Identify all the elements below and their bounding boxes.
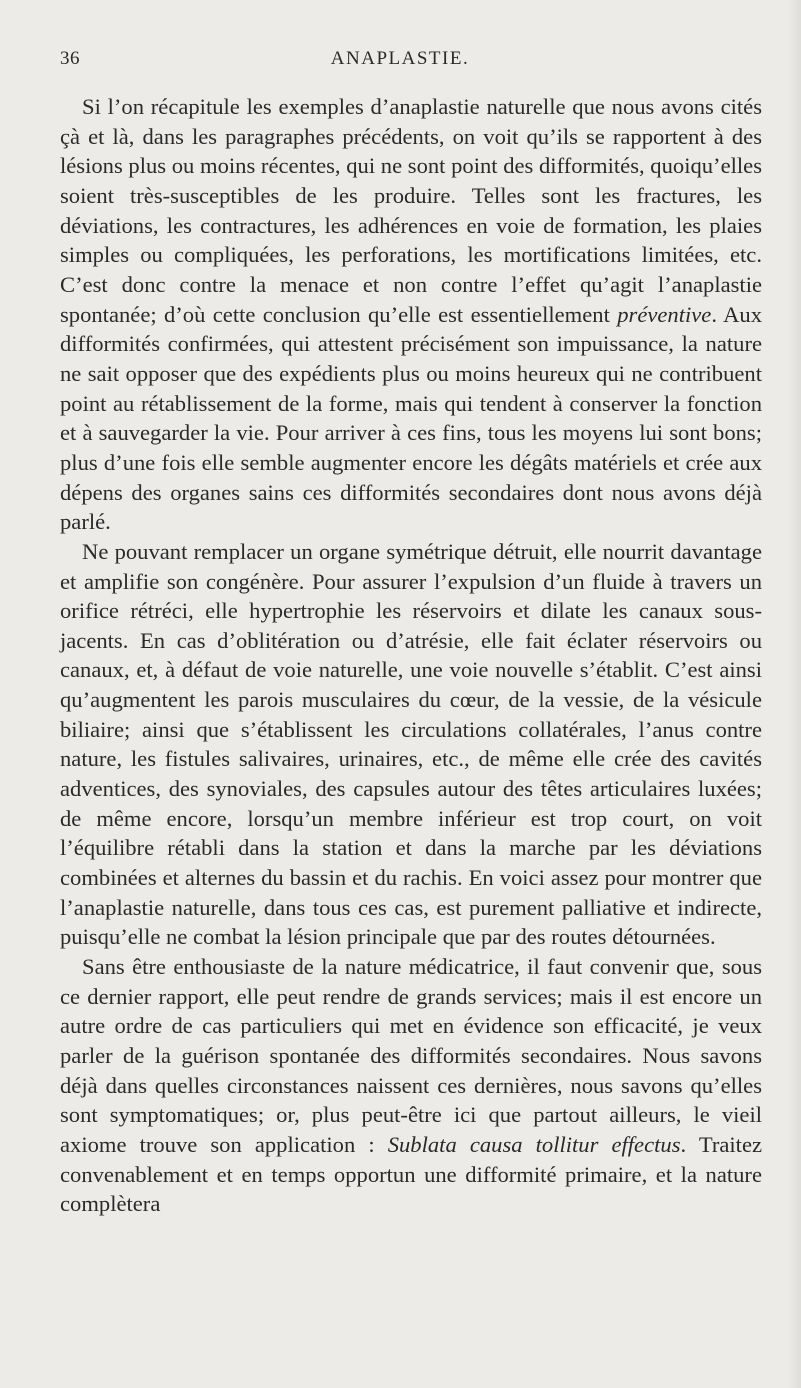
paragraph-1-emphasis: préventive: [617, 301, 712, 327]
paragraph-3: [60, 952, 762, 1219]
paragraph-2: [60, 537, 762, 952]
paragraph-1-text-after: . Aux difformités confirmées, qui attestent précisément son impuissance, la nature ne sait opposer que des expédients plus ou moins heureux qui ne contribuent point au rétablissement de la forme, mais qui tendent à conserver la fonction et à sauvegarder la vie. Pour arriver à ces fins, tous les moyens lui sont bons; plus d’une fois elle semble augmenter encore les dégâts matériels et crée aux dépens des organes sains ces difformités secondaires dont nous avons déjà parlé.: [60, 301, 763, 535]
paragraph-3-text-after: . Traitez convenablement et en temps opportun une difformité primaire, et la nature complètera: [60, 1131, 762, 1217]
paragraph-2-text: Ne pouvant remplacer un organe symétrique détruit, elle nourrit davantage et amplifie son congénère. Pour assurer l’expulsion d’un fluide à travers un orifice rétréci, elle hypertrophie les réservoirs et dilate les canaux sous-jacents. En cas d’oblitération ou d’atrésie, elle fait éclater réservoirs ou canaux, et, à défaut de voie naturelle, une voie nouvelle s’établit. C’est ainsi qu’augmentent les parois musculaires du cœur, de la vessie, de la vésicule biliaire; ainsi que s’établissent les circulations collatérales, l’anus contre nature, les fistules salivaires, urinaires, etc., de même elle crée des cavités adventices, des synoviales, des capsules autour des têtes articulaires luxées; de même encore, lorsqu’un membre inférieur est trop court, on voit l’équilibre rétabli dans la station et dans la marche par les déviations combinées et alternes du bassin et du rachis. En voici assez pour montrer que l’anaplastie naturelle, dans tous ces cas, est purement palliative et indirecte, puisqu’elle ne combat la lésion principale que par des routes détournées.: [60, 538, 762, 950]
body-text: [60, 92, 762, 1219]
running-title: ANAPLASTIE.: [330, 48, 470, 69]
paragraph-3-emphasis: Sublata causa tollitur effectus: [387, 1131, 681, 1157]
paragraph-1-text: Si l’on récapitule les exemples d’anaplastie naturelle que nous avons cités çà et là, dans les paragraphes précédents, on voit qu’ils se rapportent à des lésions plus ou moins récentes, qui ne sont point des difformités, quoiqu’elles soient très-susceptibles de les produire. Telles sont les fractures, les déviations, les contractures, les adhérences en voie de formation, les plaies simples ou compliquées, les perforations, les mortifications limitées, etc. C’est donc contre la menace et non contre l’effet qu’agit l’anaplastie spontanée; d’où cette conclusion qu’elle est essentiellement: [60, 94, 762, 327]
page-number: 36: [60, 48, 80, 69]
paragraph-3-text: Sans être enthousiaste de la nature médicatrice, il faut convenir que, sous ce dernier rapport, elle peut rendre de grands services; mais il est encore un autre ordre de cas particuliers qui met en évidence son efficacité, je veux parler de la guérison spontanée des difformités secondaires. Nous savons déjà dans quelles circonstances naissent ces dernières, nous savons qu’elles sont symptomatiques; or, plus peut-être ici que partout ailleurs, le vieil axiome trouve son application :: [60, 954, 762, 1157]
page-header: [60, 48, 740, 76]
paragraph-1: [60, 92, 762, 537]
page-edge-shadow: [787, 0, 801, 1388]
